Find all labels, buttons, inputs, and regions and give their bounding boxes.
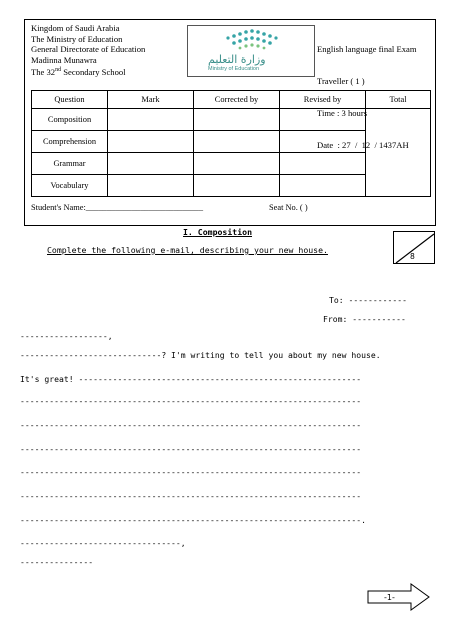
header-left-line: General Directorate of Education bbox=[31, 44, 146, 55]
instruction-text: Complete the following e-mail, describing your new house. bbox=[47, 245, 328, 255]
logo-english-text: Ministry of Education bbox=[208, 66, 260, 72]
question-label: Comprehension bbox=[32, 131, 108, 153]
email-body-line[interactable]: ----------------------------------------------------------------------. bbox=[20, 515, 366, 525]
column-header: Mark bbox=[108, 91, 194, 109]
revised-cell[interactable] bbox=[280, 175, 366, 197]
logo-dots-icon bbox=[188, 27, 314, 53]
email-to-line[interactable]: To: ------------ bbox=[329, 295, 407, 305]
mark-cell[interactable] bbox=[108, 175, 194, 197]
mark-box bbox=[393, 231, 435, 264]
column-header: Revised by bbox=[280, 91, 366, 109]
question-label: Grammar bbox=[32, 153, 108, 175]
logo-arabic-text: وزارة التعليم bbox=[208, 53, 266, 66]
diagonal-line-icon bbox=[394, 232, 436, 265]
mark-cell[interactable] bbox=[108, 153, 194, 175]
header-right-line: Time : 3 hours bbox=[317, 107, 368, 118]
column-header: Question bbox=[32, 91, 108, 109]
ministry-info bbox=[31, 23, 145, 78]
school-name: The 32nd Secondary School bbox=[31, 67, 126, 78]
header-right-line: Date : 27 / 12 / 1437AH bbox=[317, 139, 409, 150]
question-label: Composition bbox=[32, 109, 108, 131]
column-header: Total bbox=[366, 91, 431, 109]
email-body-line[interactable]: -----------------------------? I'm writing to tell you about my new house. bbox=[20, 350, 381, 360]
corrected-cell[interactable] bbox=[194, 175, 280, 197]
column-header: Corrected by bbox=[194, 91, 280, 109]
revised-cell[interactable] bbox=[280, 109, 366, 131]
section-title: I. Composition bbox=[183, 227, 253, 237]
table-header-row bbox=[32, 91, 431, 109]
email-body-line[interactable]: It's great! ---------------------------------------------------------- bbox=[20, 374, 362, 384]
total-cell[interactable] bbox=[366, 109, 431, 197]
student-name-field[interactable]: Student's Name:____________________________ bbox=[31, 203, 204, 212]
mark-cell[interactable] bbox=[108, 131, 194, 153]
page-number: -1- bbox=[384, 593, 395, 602]
header-right-line: Traveller ( 1 ) bbox=[317, 75, 365, 86]
next-page-arrow-icon bbox=[367, 583, 431, 611]
email-body-line[interactable]: ---------------------------------------------------------------------- bbox=[20, 467, 362, 477]
email-body-line[interactable]: ---------------------------------------------------------------------- bbox=[20, 444, 362, 454]
revised-cell[interactable] bbox=[280, 131, 366, 153]
corrected-cell[interactable] bbox=[194, 153, 280, 175]
ministry-logo bbox=[187, 25, 315, 77]
email-from-line[interactable]: From: ----------- bbox=[323, 314, 406, 324]
email-body-line[interactable]: ---------------------------------------------------------------------- bbox=[20, 491, 362, 501]
exam-header bbox=[24, 19, 436, 226]
header-right-line: English language final Exam bbox=[317, 44, 417, 55]
seat-number-field[interactable]: Seat No. ( ) bbox=[269, 203, 308, 212]
mark-cell[interactable] bbox=[108, 109, 194, 131]
email-body-line[interactable]: ---------------------------------------------------------------------- bbox=[20, 396, 362, 406]
mark-value: 8 bbox=[410, 252, 415, 261]
grades-table bbox=[31, 90, 431, 197]
email-signature-line[interactable]: --------------- bbox=[20, 557, 94, 567]
email-greeting-line[interactable]: ------------------, bbox=[20, 331, 113, 341]
table-row bbox=[32, 109, 431, 131]
email-body-line[interactable]: ---------------------------------------------------------------------- bbox=[20, 420, 362, 430]
corrected-cell[interactable] bbox=[194, 109, 280, 131]
corrected-cell[interactable] bbox=[194, 131, 280, 153]
revised-cell[interactable] bbox=[280, 153, 366, 175]
question-label: Vocabulary bbox=[32, 175, 108, 197]
header-left-line: Madinna Munawra bbox=[31, 54, 97, 65]
header-left-line: Kingdom of Saudi Arabia bbox=[31, 23, 120, 33]
header-left-line: The Ministry of Education bbox=[31, 33, 123, 44]
email-closing-line[interactable]: ---------------------------------, bbox=[20, 538, 186, 548]
